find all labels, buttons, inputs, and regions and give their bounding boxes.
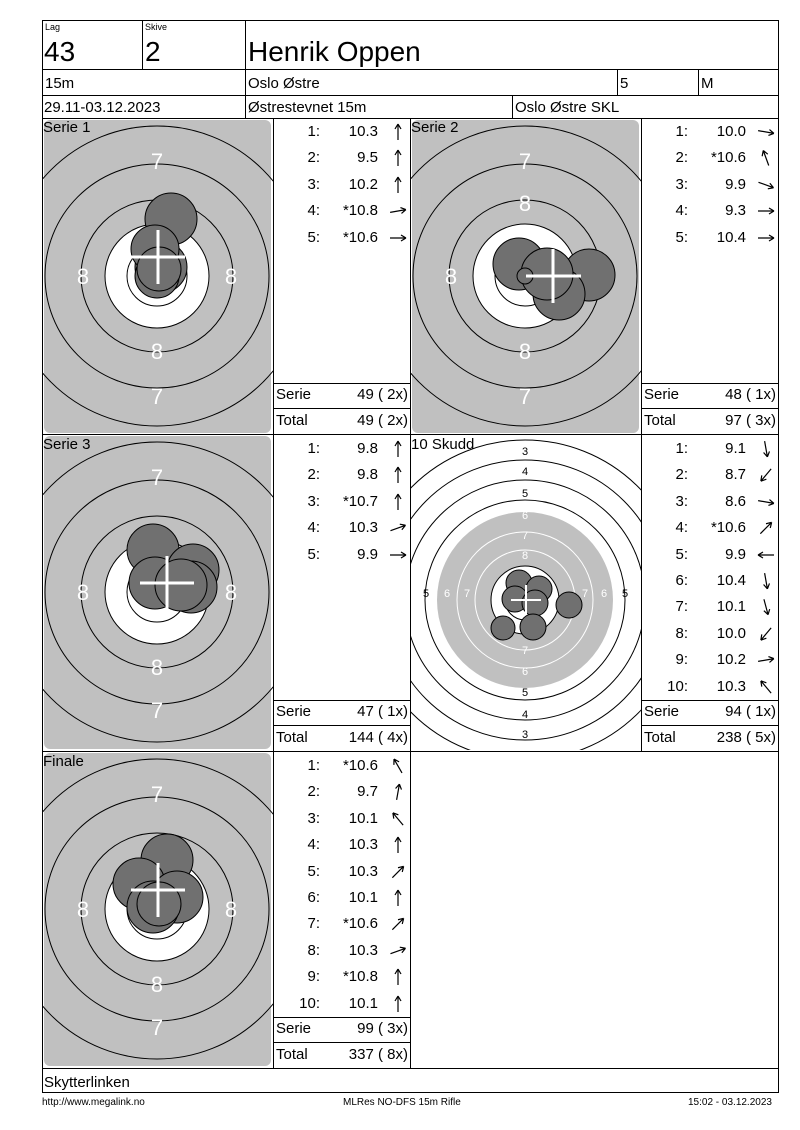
direction-arrow-icon (756, 650, 776, 670)
shot-value: *10.8 (342, 968, 378, 986)
shot-row (644, 516, 779, 540)
direction-arrow-icon (756, 518, 776, 538)
shot-row (644, 437, 779, 461)
total-label: Total (644, 729, 676, 746)
shot-value: 9.7 (357, 783, 378, 801)
shot-row (276, 780, 411, 804)
ring-label: 7 (521, 530, 529, 542)
ring-label: 6 (443, 588, 451, 600)
ring-label: 8 (521, 550, 529, 562)
distance: 15m (45, 75, 75, 92)
shot-index: 4: (307, 836, 320, 854)
shot-value: 9.8 (357, 440, 378, 457)
direction-arrow-icon (756, 175, 776, 195)
shot-value: 9.3 (725, 202, 746, 220)
direction-arrow-icon (388, 914, 408, 934)
shot-row (276, 516, 411, 540)
ring-label: 8 (444, 264, 458, 289)
serie-label: Serie (644, 703, 680, 720)
shot-index: 5: (675, 545, 688, 563)
series-title: Serie 1 (43, 119, 91, 136)
shot-value: 10.3 (348, 519, 378, 537)
direction-arrow-icon (756, 677, 776, 697)
shooter-name: Henrik Oppen (248, 36, 421, 67)
shot-index: 5: (307, 228, 320, 246)
serie-label: Serie (276, 703, 312, 720)
shot-row (276, 754, 411, 778)
direction-arrow-icon (388, 941, 408, 961)
shot-index: 1: (307, 757, 320, 774)
shot-row (644, 463, 779, 487)
total-label: Total (644, 412, 676, 429)
header-divider (142, 20, 143, 70)
ring-label: 8 (150, 655, 164, 680)
ring-label: 5 (422, 588, 430, 600)
shot-value: 10.4 (716, 572, 746, 589)
header-divider (617, 69, 618, 96)
shot-index: 4: (675, 519, 688, 537)
ring-label: 6 (521, 510, 529, 522)
shot-index: 10: (299, 994, 320, 1012)
target-serie-1 (43, 119, 273, 434)
serie-value: 99 ( 3x) (357, 1020, 408, 1037)
summary-divider (641, 408, 779, 409)
shot-value: 9.5 (357, 149, 378, 167)
direction-arrow-icon (756, 545, 776, 565)
direction-arrow-icon (756, 122, 776, 142)
shot-value: *10.6 (710, 519, 746, 537)
summary-divider (641, 383, 779, 384)
direction-arrow-icon (388, 122, 408, 142)
shot-index: 1: (675, 123, 688, 140)
shot-index: 2: (675, 466, 688, 484)
shot-value: 10.3 (716, 677, 746, 695)
shot-index: 2: (307, 149, 320, 167)
shot-row (276, 199, 411, 223)
shot-index: 4: (675, 202, 688, 220)
shot-index: 3: (675, 175, 688, 193)
ring-label: 7 (150, 782, 164, 807)
class: 5 (620, 75, 629, 92)
shot-value: 10.2 (348, 175, 378, 193)
shot-value: 10.2 (716, 651, 746, 669)
ring-label: 8 (518, 191, 532, 216)
dates: 29.11-03.12.2023 (44, 99, 161, 116)
ring-label: 8 (224, 264, 238, 289)
shot-row (644, 490, 779, 514)
shot-row (644, 226, 779, 250)
shot-row (276, 490, 411, 514)
shot-index: 6: (307, 889, 320, 906)
shot-row (644, 543, 779, 567)
header-divider (42, 69, 779, 70)
shot-row (276, 965, 411, 989)
ring-label: 6 (600, 588, 608, 600)
footer-timestamp: 15:02 - 03.12.2023 (688, 1097, 772, 1108)
ring-label: 8 (224, 580, 238, 605)
summary-divider (273, 1042, 411, 1043)
direction-arrow-icon (388, 967, 408, 987)
direction-arrow-icon (756, 624, 776, 644)
direction-arrow-icon (388, 888, 408, 908)
ring-label: 8 (150, 339, 164, 364)
shot-value: 10.3 (348, 836, 378, 854)
shot-index: 10: (667, 677, 688, 695)
shot-index: 6: (675, 572, 688, 589)
ring-label: 8 (150, 972, 164, 997)
shot-row (644, 595, 779, 619)
shot-value: *10.7 (342, 492, 378, 510)
shot-row (276, 146, 411, 170)
organizer: Oslo Østre SKL (515, 99, 620, 116)
direction-arrow-icon (388, 782, 408, 802)
shot-row (644, 199, 779, 223)
shot-row (276, 992, 411, 1016)
total-label: Total (276, 729, 308, 746)
direction-arrow-icon (388, 756, 408, 776)
shot-index: 3: (307, 175, 320, 193)
shot-row (276, 173, 411, 197)
shot-value: 10.0 (716, 624, 746, 642)
direction-arrow-icon (388, 492, 408, 512)
direction-arrow-icon (388, 994, 408, 1014)
direction-arrow-icon (388, 228, 408, 248)
shot-index: 8: (675, 624, 688, 642)
shot-index: 5: (307, 545, 320, 563)
summary-divider (273, 383, 411, 384)
ring-label: 6 (521, 666, 529, 678)
skive-label: Skive (145, 22, 168, 32)
direction-arrow-icon (388, 148, 408, 168)
direction-arrow-icon (756, 148, 776, 168)
shot-index: 3: (307, 809, 320, 827)
shot-value: 10.3 (348, 941, 378, 959)
shot-index: 8: (307, 941, 320, 959)
target-ten-shots (411, 435, 641, 750)
serie-value: 47 ( 1x) (357, 703, 408, 720)
direction-arrow-icon (388, 862, 408, 882)
ring-label: 7 (521, 645, 529, 657)
direction-arrow-icon (388, 175, 408, 195)
ring-label: 4 (521, 709, 529, 721)
footer-url[interactable]: http://www.megalink.no (42, 1097, 145, 1108)
shot-row (276, 226, 411, 250)
direction-arrow-icon (756, 228, 776, 248)
shot-value: 9.9 (725, 545, 746, 563)
shot-row (644, 146, 779, 170)
ring-label: 8 (76, 580, 90, 605)
total-label: Total (276, 1046, 308, 1063)
skive-value: 2 (145, 36, 161, 67)
ring-label: 4 (521, 466, 529, 478)
shot-value: 10.1 (348, 889, 378, 906)
shot-value: 9.9 (725, 175, 746, 193)
direction-arrow-icon (388, 545, 408, 565)
ring-label: 8 (76, 264, 90, 289)
header-divider (245, 20, 246, 119)
shot-index: 5: (675, 228, 688, 246)
summary-divider (273, 1017, 411, 1018)
panel-divider (641, 118, 642, 752)
lag-value: 43 (44, 36, 76, 67)
shot-row (276, 437, 411, 461)
total-label: Total (276, 412, 308, 429)
total-value: 97 ( 3x) (725, 412, 776, 429)
total-value: 49 ( 2x) (357, 412, 408, 429)
serie-label: Serie (644, 386, 680, 403)
ring-label: 5 (521, 488, 529, 500)
direction-arrow-icon (388, 809, 408, 829)
shot-row (276, 807, 411, 831)
ring-label: 3 (521, 446, 529, 458)
summary-divider (273, 725, 411, 726)
serie-value: 48 ( 1x) (725, 386, 776, 403)
shot-value: *10.8 (342, 202, 378, 220)
summary-divider (273, 408, 411, 409)
serie-label: Serie (276, 1020, 312, 1037)
shot-row (276, 912, 411, 936)
shot-value: 9.8 (357, 466, 378, 484)
target-finale (43, 752, 273, 1067)
shot-index: 7: (307, 915, 320, 933)
ring-label: 8 (518, 339, 532, 364)
summary-divider (273, 700, 411, 701)
direction-arrow-icon (756, 492, 776, 512)
ring-label: 5 (521, 687, 529, 699)
shot-row (644, 622, 779, 646)
series-title: Serie 2 (411, 119, 459, 136)
ring-label: 7 (150, 384, 164, 409)
shot-value: 10.3 (348, 123, 378, 140)
total-value: 238 ( 5x) (716, 729, 776, 746)
summary-divider (641, 700, 779, 701)
ring-label: 7 (150, 465, 164, 490)
footer-program: MLRes NO-DFS 15m Rifle (343, 1097, 461, 1108)
shot-index: 4: (307, 519, 320, 537)
lag-label: Lag (45, 22, 61, 32)
ring-label: 7 (150, 698, 164, 723)
shot-index: 2: (307, 466, 320, 484)
shot-index: 9: (307, 968, 320, 986)
header-divider (42, 95, 779, 96)
shot-index: 2: (675, 149, 688, 167)
shot-index: 1: (675, 440, 688, 457)
direction-arrow-icon (756, 201, 776, 221)
direction-arrow-icon (756, 571, 776, 591)
shot-value: 10.4 (716, 228, 746, 246)
ring-label: 7 (150, 149, 164, 174)
shot-value: 10.1 (348, 994, 378, 1012)
direction-arrow-icon (388, 835, 408, 855)
direction-arrow-icon (388, 518, 408, 538)
shot-row (276, 886, 411, 910)
summary-divider (641, 725, 779, 726)
direction-arrow-icon (756, 439, 776, 459)
shot-row (276, 939, 411, 963)
target-serie-3 (43, 435, 273, 750)
series-title: Finale (43, 753, 84, 770)
series-title: 10 Skudd (411, 436, 475, 453)
direction-arrow-icon (388, 465, 408, 485)
brand-name: Skytterlinken (44, 1074, 130, 1091)
shot-index: 5: (307, 862, 320, 880)
shot-value: 8.7 (725, 466, 746, 484)
shot-row (276, 463, 411, 487)
shot-value: *10.6 (710, 149, 746, 167)
shot-row (644, 120, 779, 144)
shot-row (644, 675, 779, 699)
shot-value: 10.1 (348, 809, 378, 827)
shot-index: 2: (307, 783, 320, 801)
shot-index: 4: (307, 202, 320, 220)
shot-row (276, 833, 411, 857)
shot-value: 9.9 (357, 545, 378, 563)
direction-arrow-icon (388, 201, 408, 221)
serie-value: 49 ( 2x) (357, 386, 408, 403)
ring-label: 7 (463, 588, 471, 600)
ring-label: 5 (621, 588, 629, 600)
serie-value: 94 ( 1x) (725, 703, 776, 720)
shot-row (644, 569, 779, 593)
shot-index: 1: (307, 440, 320, 457)
shot-value: *10.6 (342, 915, 378, 933)
shot-index: 3: (675, 492, 688, 510)
header-divider (698, 69, 699, 96)
ring-label: 7 (581, 588, 589, 600)
shot-value: *10.6 (342, 228, 378, 246)
shot-row (276, 543, 411, 567)
ring-label: 7 (518, 384, 532, 409)
shot-value: *10.6 (342, 757, 378, 774)
shot-index: 9: (675, 651, 688, 669)
shot-index: 3: (307, 492, 320, 510)
shot-row (276, 860, 411, 884)
ring-label: 7 (150, 1015, 164, 1040)
shot-row (644, 648, 779, 672)
panel-divider (273, 118, 274, 1069)
shot-value: 9.1 (725, 440, 746, 457)
direction-arrow-icon (756, 597, 776, 617)
shot-value: 8.6 (725, 492, 746, 510)
club: Oslo Østre (248, 75, 320, 92)
shot-row (276, 120, 411, 144)
total-value: 144 ( 4x) (348, 729, 408, 746)
gender: M (701, 75, 714, 92)
shot-value: 10.1 (716, 598, 746, 616)
series-title: Serie 3 (43, 436, 91, 453)
direction-arrow-icon (756, 465, 776, 485)
total-value: 337 ( 8x) (348, 1046, 408, 1063)
ring-label: 8 (224, 897, 238, 922)
target-serie-2 (411, 119, 641, 434)
shot-value: 10.3 (348, 862, 378, 880)
direction-arrow-icon (388, 439, 408, 459)
ring-label: 7 (518, 149, 532, 174)
ring-label: 8 (76, 897, 90, 922)
shot-row (644, 173, 779, 197)
ring-label: 3 (521, 729, 529, 741)
shot-value: 10.0 (716, 123, 746, 140)
event-name: Østrestevnet 15m (248, 99, 367, 116)
shot-index: 1: (307, 123, 320, 140)
shot-index: 7: (675, 598, 688, 616)
header-divider (512, 95, 513, 119)
serie-label: Serie (276, 386, 312, 403)
